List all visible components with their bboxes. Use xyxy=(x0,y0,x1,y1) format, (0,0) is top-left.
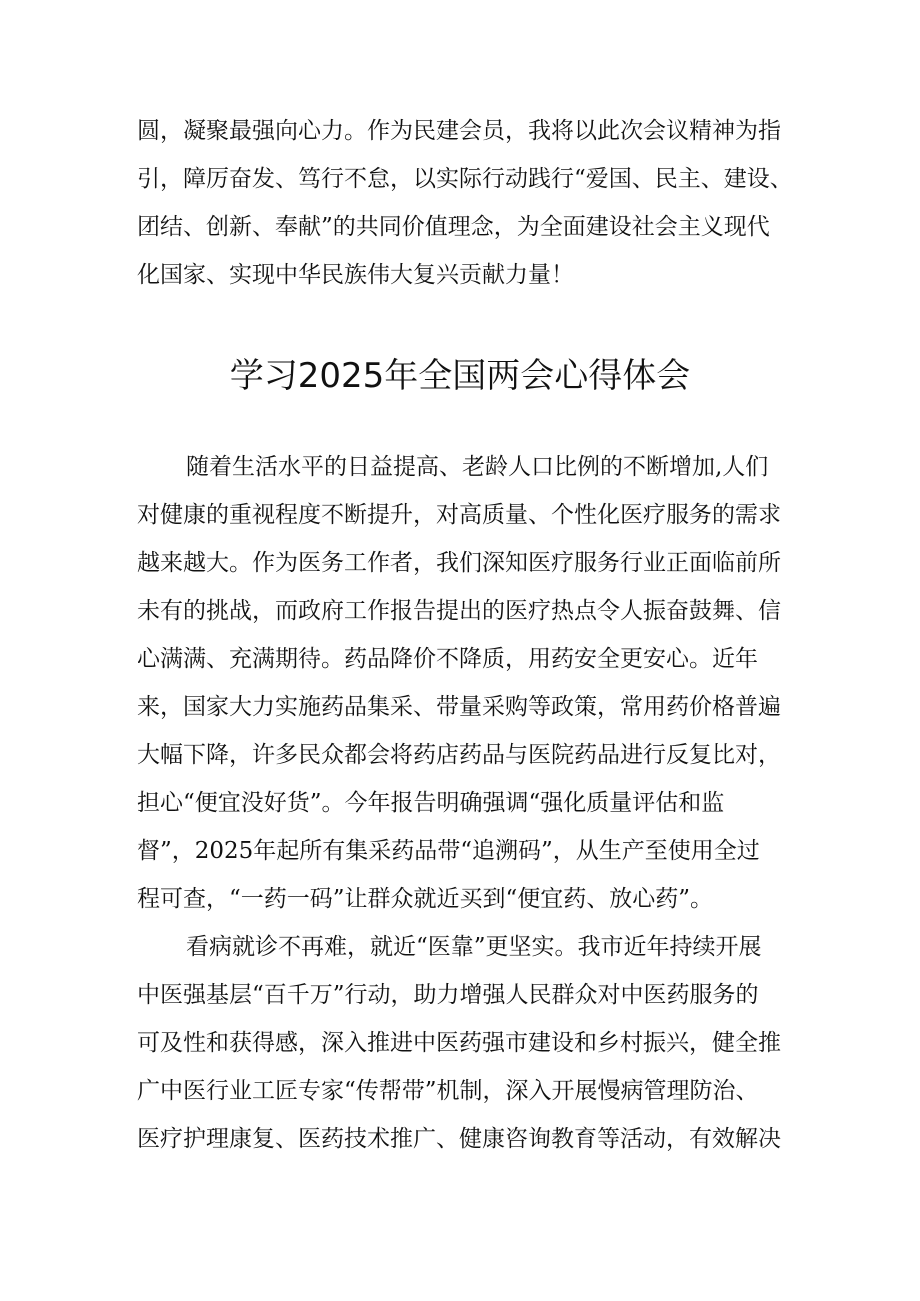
text-line: 化国家、实现中华民族伟大复兴贡献力量！ xyxy=(137,262,574,288)
text-line: 未有的挑战，而政府工作报告提出的医疗热点令人振奋鼓舞、信 xyxy=(137,598,781,624)
text-line: 中医强基层“百千万”行动，助力增强人民群众对中医药服务的 xyxy=(137,982,759,1008)
text-line: 随着生活水平的日益提高、老龄人口比例的不断增加,人们 xyxy=(186,454,769,480)
text-line: 广中医行业工匠专家“传帮带”机制，深入开展慢病管理防治、 xyxy=(137,1078,759,1104)
text-line: 医疗护理康复、医药技术推广、健康咨询教育等活动，有效解决 xyxy=(137,1126,781,1152)
text-line: 担心“便宜没好货”。今年报告明确强调“强化质量评估和监 xyxy=(137,790,725,816)
text-line: 越来越大。作为医务工作者，我们深知医疗服务行业正面临前所 xyxy=(137,550,781,576)
text-line: 圆，凝聚最强向心力。作为民建会员，我将以此次会议精神为指 xyxy=(137,118,781,144)
text-line: 看病就诊不再难，就近“医靠”更坚实。我市近年持续开展 xyxy=(186,934,762,960)
text-line: 可及性和获得感，深入推进中医药强市建设和乡村振兴，健全推 xyxy=(137,1030,781,1056)
text-line: 程可查，“一药一码”让群众就近买到“便宜药、放心药”。 xyxy=(137,886,714,912)
article-title: 学习2025年全国两会心得体会 xyxy=(229,356,691,396)
text-line: 来，国家大力实施药品集采、带量采购等政策，常用药价格普遍 xyxy=(137,694,781,720)
text-line: 团结、创新、奉献”的共同价值理念，为全面建设社会主义现代 xyxy=(137,214,770,240)
text-line: 对健康的重视程度不断提升，对高质量、个性化医疗服务的需求 xyxy=(137,502,781,528)
text-line: 引，障厉奋发、笃行不怠，以实际行动践行“爱国、民主、建设、 xyxy=(137,166,793,192)
text-line: 心满满、充满期待。药品降价不降质，用药安全更安心。近年 xyxy=(137,646,758,672)
text-line: 督”，2025年起所有集采药品带“追溯码”，从生产至使用全过 xyxy=(137,838,760,864)
text-line: 大幅下降，许多民众都会将药店药品与医院药品进行反复比对， xyxy=(137,742,781,768)
